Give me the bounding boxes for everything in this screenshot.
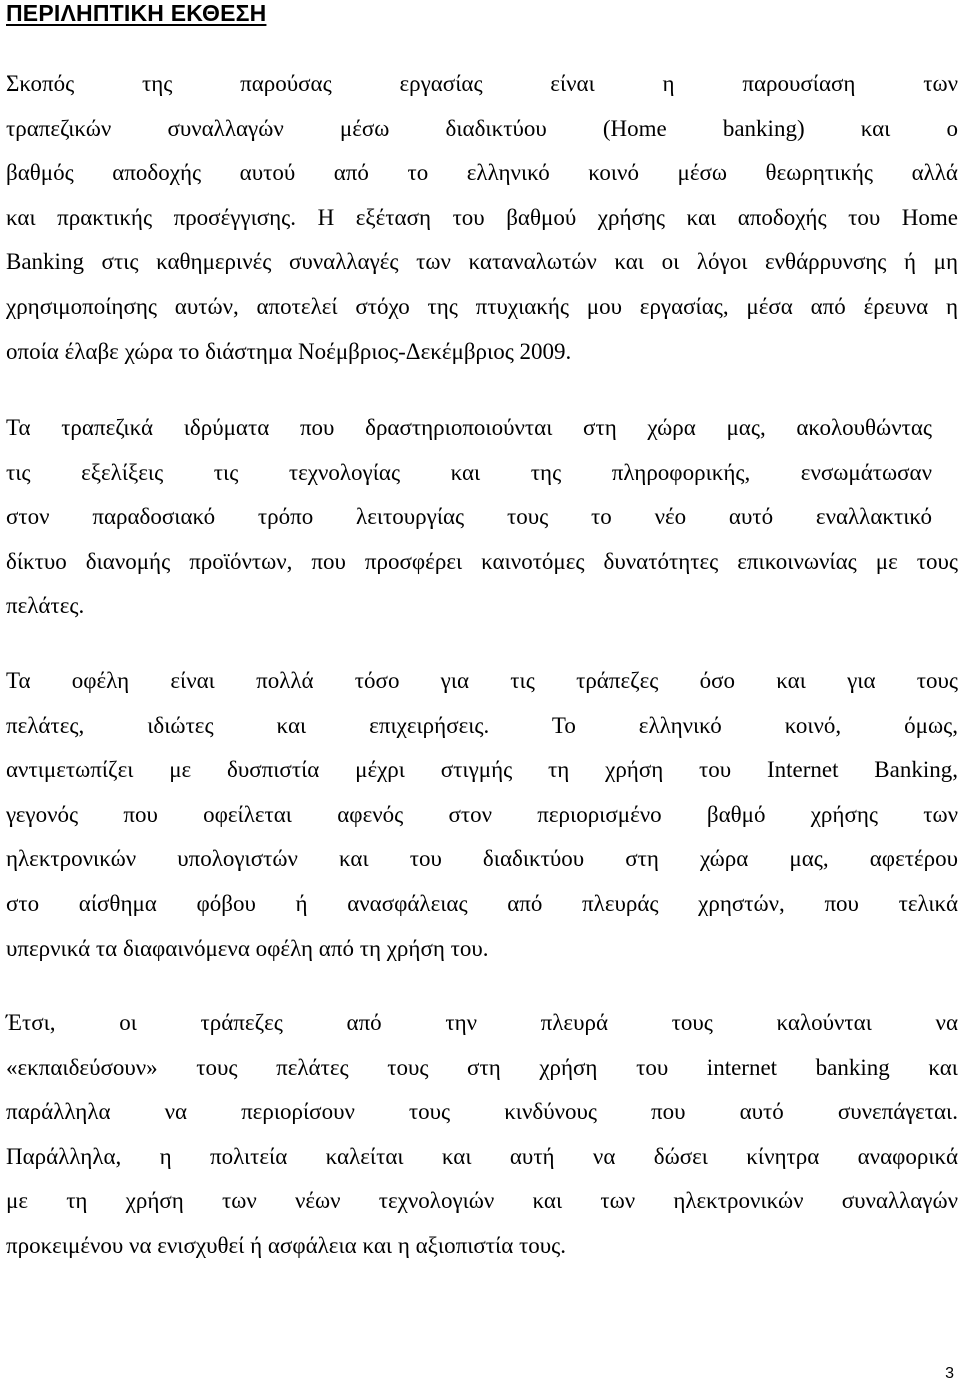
paragraph-purpose xyxy=(6,62,958,374)
paragraph-line: Παράλληλα, η πολιτεία καλείται και αυτή να δώσει κίνητρα αναφορικά xyxy=(6,1143,958,1169)
paragraph-line: Τα οφέλη είναι πολλά τόσο για τις τράπεζες όσο και για τους xyxy=(6,668,958,693)
paragraph-line: Banking στις καθημερινές συναλλαγές των καταναλωτών και οι λόγοι ενθάρρυνσης ή μη xyxy=(6,249,958,275)
paragraph-line: δίκτυο διανομής προϊόντων, που προσφέρει καινοτόμες δυνατότητες επικοινωνίας με τους xyxy=(6,548,958,574)
paragraph-line: τραπεζικών συναλλαγών μέσω διαδικτύου (Home banking) και ο xyxy=(6,115,958,141)
paragraph-line: Σκοπός της παρούσας εργασίας είναι η παρουσίαση των xyxy=(6,71,958,96)
paragraph-line: Τα τραπεζικά ιδρύματα που δραστηριοποιούνται στη χώρα μας, ακολουθώντας xyxy=(6,415,932,440)
paragraph-line: γεγονός που οφείλεται αφενός στον περιορισμένο βαθμό χρήσης των xyxy=(6,801,958,827)
paragraph-line: παράλληλα να περιορίσουν τους κινδύνους που αυτό συνεπάγεται. xyxy=(6,1099,958,1125)
paragraph-line: τις εξελίξεις τις τεχνολογίας και της πληροφορικής, ενσωμάτωσαν xyxy=(6,459,932,485)
paragraph-line: Έτσι, οι τράπεζες από την πλευρά τους καλούνται να xyxy=(6,1010,958,1035)
paragraph-benefits xyxy=(6,659,958,971)
paragraph-banking-institutions xyxy=(6,406,958,629)
paragraph-line: στον παραδοσιακό τρόπο λειτουργίας τους το νέο αυτό εναλλακτικό xyxy=(6,504,932,530)
paragraph-education xyxy=(6,1001,958,1269)
paragraph-line: ηλεκτρονικών υπολογιστών και του διαδικτύου στη χώρα μας, αφετέρου xyxy=(6,846,958,872)
paragraph-line: αντιμετωπίζει με δυσπιστία μέχρι στιγμής τη χρήση του Internet Banking, xyxy=(6,757,958,783)
paragraph-line: οποία έλαβε χώρα το διάστημα Νοέμβριος-Δεκέμβριος 2009. xyxy=(6,338,572,364)
paragraph-line: προκειμένου να ενισχυθεί ή ασφάλεια και η αξιοπιστία τους. xyxy=(6,1232,567,1258)
paragraph-line: με τη χρήση των νέων τεχνολογιών και των ηλεκτρονικών συναλλαγών xyxy=(6,1188,958,1214)
paragraph-line: χρησιμοποίησης αυτών, αποτελεί στόχο της πτυχιακής μου εργασίας, μέσα από έρευνα η xyxy=(6,293,958,319)
paragraph-line: υπερνικά τα διαφαινόμενα οφέλη από τη χρήση του. xyxy=(6,935,489,961)
paragraph-line: στο αίσθημα φόβου ή ανασφάλειας από πλευράς χρηστών, που τελικά xyxy=(6,890,958,916)
document-title: ΠΕΡΙΛΗΠΤΙΚΗ ΕΚΘΕΣΗ xyxy=(6,0,267,26)
paragraph-line: πελάτες, ιδιώτες και επιχειρήσεις. Το ελληνικό κοινό, όμως, xyxy=(6,712,958,738)
paragraph-line: πελάτες. xyxy=(6,593,85,619)
paragraph-line: και πρακτικής προσέγγισης. Η εξέταση του βαθμού χρήσης και αποδοχής του Home xyxy=(6,204,958,230)
page-number: 3 xyxy=(945,1365,954,1382)
paragraph-line: «εκπαιδεύσουν» τους πελάτες τους στη χρήση του internet banking και xyxy=(6,1054,958,1080)
paragraph-line: βαθμός αποδοχής αυτού από το ελληνικό κοινό μέσω θεωρητικής αλλά xyxy=(6,160,958,186)
